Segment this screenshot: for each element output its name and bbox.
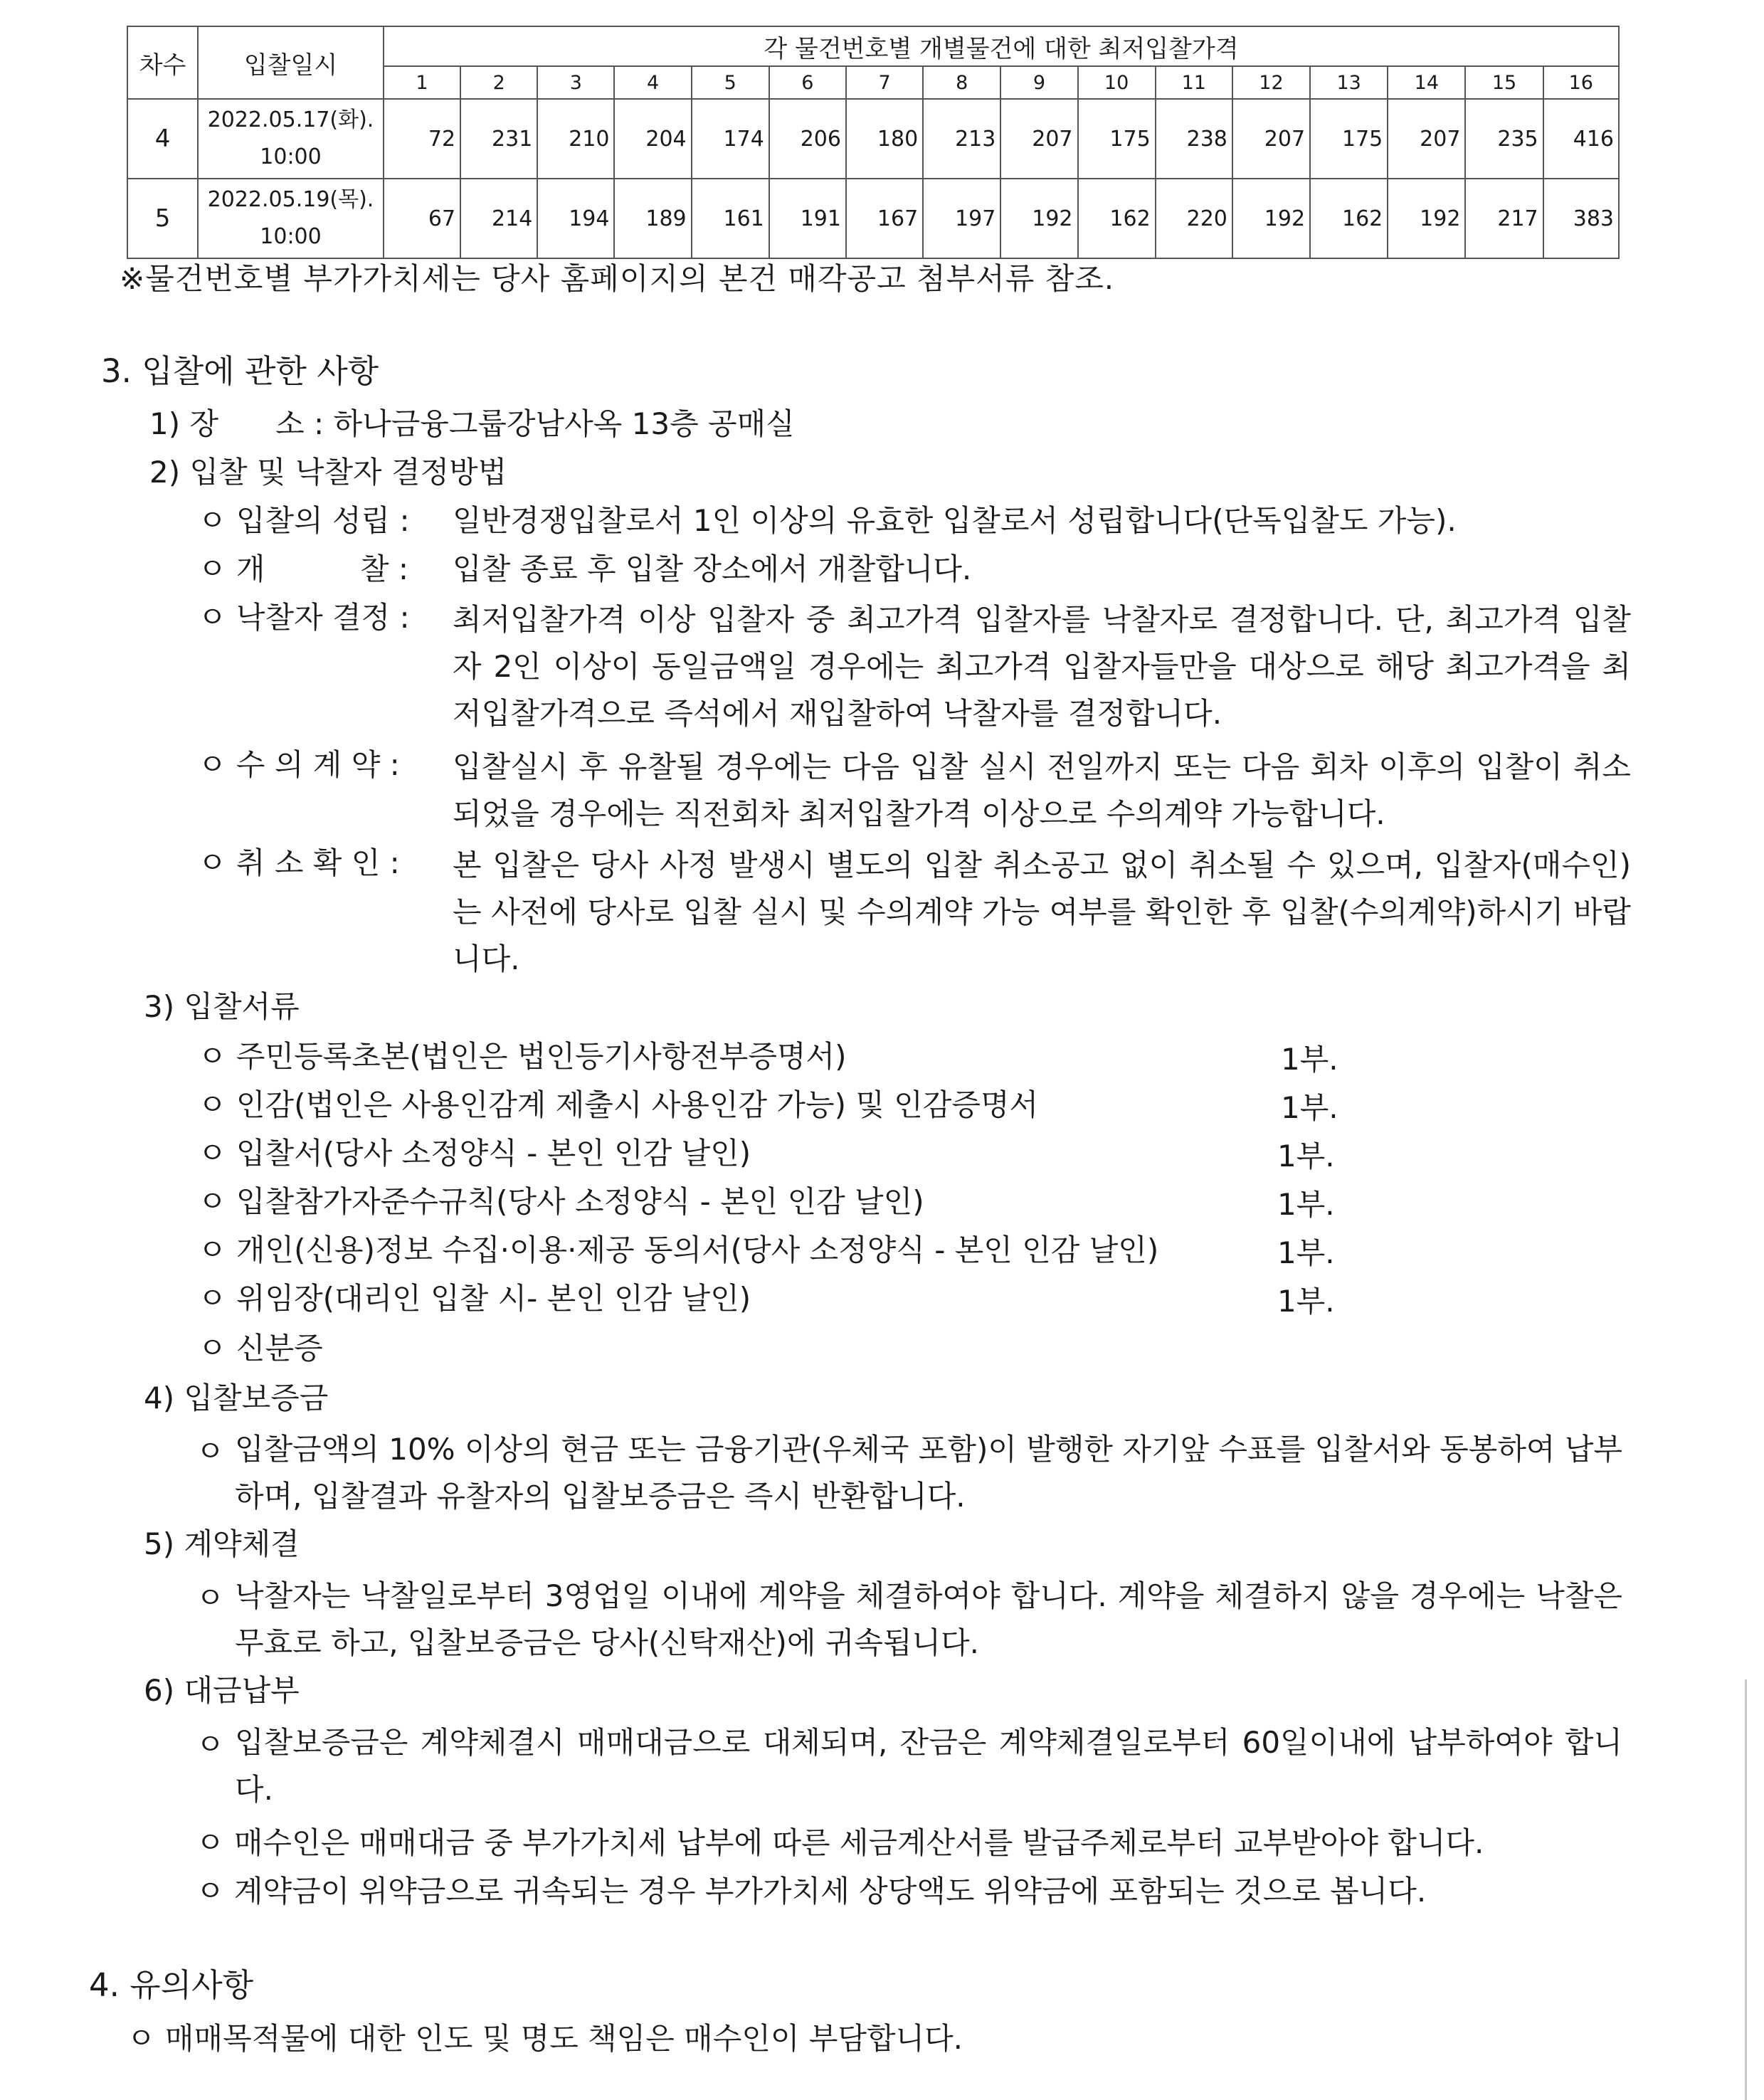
contract-bullet: ㅇ — [196, 1581, 225, 1615]
method-text-opening: 입찰 종료 후 입찰 장소에서 개찰합니다. — [453, 552, 972, 586]
item-number-header: 10 — [1078, 66, 1156, 99]
method-label-winner: ㅇ 낙찰자 결정 : — [198, 600, 410, 635]
price-cell: 206 — [769, 99, 846, 179]
payment-invoice-item: ㅇ 매수인은 매매대금 중 부가가치세 납부에 따른 세금계산서를 발급주체로부터 교부받아야 합니다. — [196, 1825, 1484, 1860]
time-line: 10:00 — [260, 224, 322, 249]
document-copies: 1부. — [1277, 1139, 1335, 1173]
date-line: 2022.05.19(목). — [207, 187, 374, 212]
price-cell: 235 — [1465, 99, 1543, 179]
header-round: 차수 — [127, 26, 198, 99]
price-cell: 194 — [537, 179, 614, 258]
document-item: ㅇ 신분증 — [198, 1331, 323, 1366]
date-line: 2022.05.17(화). — [207, 107, 374, 132]
document-item: ㅇ 입찰참가자준수규칙(당사 소정양식 - 본인 인감 날인) — [198, 1184, 924, 1219]
item-number-header: 11 — [1156, 66, 1232, 99]
price-cell: 197 — [923, 179, 1000, 258]
item-number-header: 2 — [460, 66, 537, 99]
item-number-header: 4 — [614, 66, 691, 99]
price-cell: 191 — [769, 179, 846, 258]
method-label-cancel-check: ㅇ 취 소 확 인 : — [198, 845, 400, 880]
date-cell — [198, 99, 384, 179]
deposit-heading: 4) 입찰보증금 — [144, 1381, 329, 1415]
price-cell: 238 — [1156, 99, 1232, 179]
item-number-header: 8 — [923, 66, 1000, 99]
item-number-header: 12 — [1232, 66, 1310, 99]
price-cell: 207 — [1388, 99, 1465, 179]
price-cell: 161 — [692, 179, 769, 258]
price-cell: 162 — [1310, 179, 1388, 258]
deposit-bullet: ㅇ — [196, 1434, 225, 1469]
minimum-bid-price-table — [127, 26, 1620, 259]
document-item: ㅇ 위임장(대리인 입찰 시- 본인 인감 날인) — [198, 1281, 751, 1316]
price-cell: 192 — [1232, 179, 1310, 258]
round-cell: 4 — [127, 99, 198, 179]
document-item: ㅇ 입찰서(당사 소정양식 - 본인 인감 날인) — [198, 1136, 751, 1171]
price-cell: 162 — [1078, 179, 1156, 258]
document-copies: 1부. — [1281, 1042, 1338, 1077]
price-cell: 204 — [614, 99, 691, 179]
scan-edge-line — [1745, 1679, 1747, 2100]
item-number-header: 6 — [769, 66, 846, 99]
method-text-winner: 최저입찰가격 이상 입찰자 중 최고가격 입찰자를 낙찰자로 결정합니다. 단, 최고가격 입찰자 2인 이상이 동일금액일 경우에는 최고가격 입찰자들만을 대상으로 해당 최고가격을 최저입찰가격으로 즉석에서 재입찰하여 낙찰자를 결정합니다. — [453, 602, 1631, 731]
document-item: ㅇ 주민등록초본(법인은 법인등기사항전부증명서) — [198, 1039, 847, 1074]
price-cell: 214 — [460, 179, 537, 258]
item-number-header: 7 — [846, 66, 923, 99]
document-copies: 1부. — [1277, 1284, 1335, 1319]
item-number-header: 3 — [537, 66, 614, 99]
method-label-private-contract: ㅇ 수 의 계 약 : — [198, 747, 400, 782]
price-cell: 175 — [1310, 99, 1388, 179]
document-item: ㅇ 인감(법인은 사용인감계 제출시 사용인감 가능) 및 인감증명서 — [198, 1087, 1039, 1122]
price-cell: 192 — [1388, 179, 1465, 258]
method-label-establish: ㅇ 입찰의 성립 : — [198, 503, 410, 538]
payment-penalty-item: ㅇ 계약금이 위약금으로 귀속되는 경우 부가가치세 상당액도 위약금에 포함되는 것으로 봅니다. — [196, 1874, 1427, 1909]
documents-heading: 3) 입찰서류 — [144, 989, 300, 1024]
document-item: ㅇ 개인(신용)정보 수집·이용·제공 동의서(당사 소정양식 - 본인 인감 날인) — [198, 1233, 1159, 1267]
price-cell: 210 — [537, 99, 614, 179]
price-cell: 220 — [1156, 179, 1232, 258]
price-cell: 416 — [1543, 99, 1619, 179]
price-cell: 72 — [384, 99, 460, 179]
document-copies: 1부. — [1277, 1187, 1335, 1222]
price-cell: 167 — [846, 179, 923, 258]
method-text-establish: 일반경쟁입찰로서 1인 이상의 유효한 입찰로서 성립합니다(단독입찰도 가능). — [453, 503, 1457, 538]
method-text-cancel-check: 본 입찰은 당사 사정 발생시 별도의 입찰 취소공고 없이 취소될 수 있으며, 입찰자(매수인)는 사전에 당사로 입찰 실시 및 수의계약 가능 여부를 확인한 후 입찰(수의계약)하시기 바랍니다. — [453, 848, 1631, 976]
section-4-title: 4. 유의사항 — [89, 1966, 254, 2004]
item-number-header: 15 — [1465, 66, 1543, 99]
price-cell: 174 — [692, 99, 769, 179]
payment-heading: 6) 대금납부 — [144, 1673, 300, 1708]
table-row — [127, 99, 1619, 179]
header-bid-date: 입찰일시 — [198, 26, 384, 99]
document-copies: 1부. — [1281, 1090, 1338, 1125]
header-prices: 각 물건번호별 개별물건에 대한 최저입찰가격 — [384, 26, 1619, 66]
table-row — [127, 179, 1619, 258]
round-cell: 5 — [127, 179, 198, 258]
contract-text: 낙찰자는 낙찰일로부터 3영업일 이내에 계약을 체결하여야 합니다. 계약을 체결하지 않을 경우에는 낙찰은 무효로 하고, 입찰보증금은 당사(신탁재산)에 귀속됩니다. — [235, 1578, 1622, 1660]
price-cell: 192 — [1000, 179, 1077, 258]
price-cell: 231 — [460, 99, 537, 179]
price-cell: 383 — [1543, 179, 1619, 258]
item-number-header: 14 — [1388, 66, 1465, 99]
caution-item: ㅇ 매매목적물에 대한 인도 및 명도 책임은 매수인이 부담합니다. — [127, 2021, 963, 2056]
deposit-text: 입찰금액의 10% 이상의 현금 또는 금융기관(우체국 포함)이 발행한 자기앞 수표를 입찰서와 동봉하여 납부하며, 입찰결과 유찰자의 입찰보증금은 즉시 반환합니다. — [235, 1432, 1622, 1514]
item-number-header: 5 — [692, 66, 769, 99]
venue-item: 1) 장 소 : 하나금융그룹강남사옥 13층 공매실 — [149, 406, 795, 441]
item-number-header: 16 — [1543, 66, 1619, 99]
method-heading: 2) 입찰 및 낙찰자 결정방법 — [149, 455, 507, 490]
item-number-header: 13 — [1310, 66, 1388, 99]
time-line: 10:00 — [260, 144, 322, 169]
section-3-title: 3. 입찰에 관한 사항 — [101, 352, 379, 390]
price-cell: 213 — [923, 99, 1000, 179]
price-cell: 180 — [846, 99, 923, 179]
date-cell — [198, 179, 384, 258]
payment-bullet: ㅇ — [196, 1727, 225, 1762]
payment-text: 입찰보증금은 계약체결시 매매대금으로 대체되며, 잔금은 계약체결일로부터 60일이내에 납부하여야 합니다. — [235, 1725, 1622, 1807]
contract-heading: 5) 계약체결 — [144, 1526, 300, 1561]
vat-note: ※물건번호별 부가가치세는 당사 홈페이지의 본건 매각공고 첨부서류 참조. — [120, 261, 1115, 296]
item-number-header: 9 — [1000, 66, 1077, 99]
price-cell: 67 — [384, 179, 460, 258]
method-text-private-contract: 입찰실시 후 유찰될 경우에는 다음 입찰 실시 전일까지 또는 다음 회차 이후의 입찰이 취소되었을 경우에는 직전회차 최저입찰가격 이상으로 수의계약 가능합니다. — [453, 749, 1631, 831]
method-label-opening: ㅇ 개 찰 : — [198, 552, 409, 586]
document-copies: 1부. — [1277, 1235, 1335, 1270]
price-cell: 175 — [1078, 99, 1156, 179]
item-number-header: 1 — [384, 66, 460, 99]
price-cell: 189 — [614, 179, 691, 258]
price-cell: 217 — [1465, 179, 1543, 258]
price-cell: 207 — [1000, 99, 1077, 179]
price-cell: 207 — [1232, 99, 1310, 179]
